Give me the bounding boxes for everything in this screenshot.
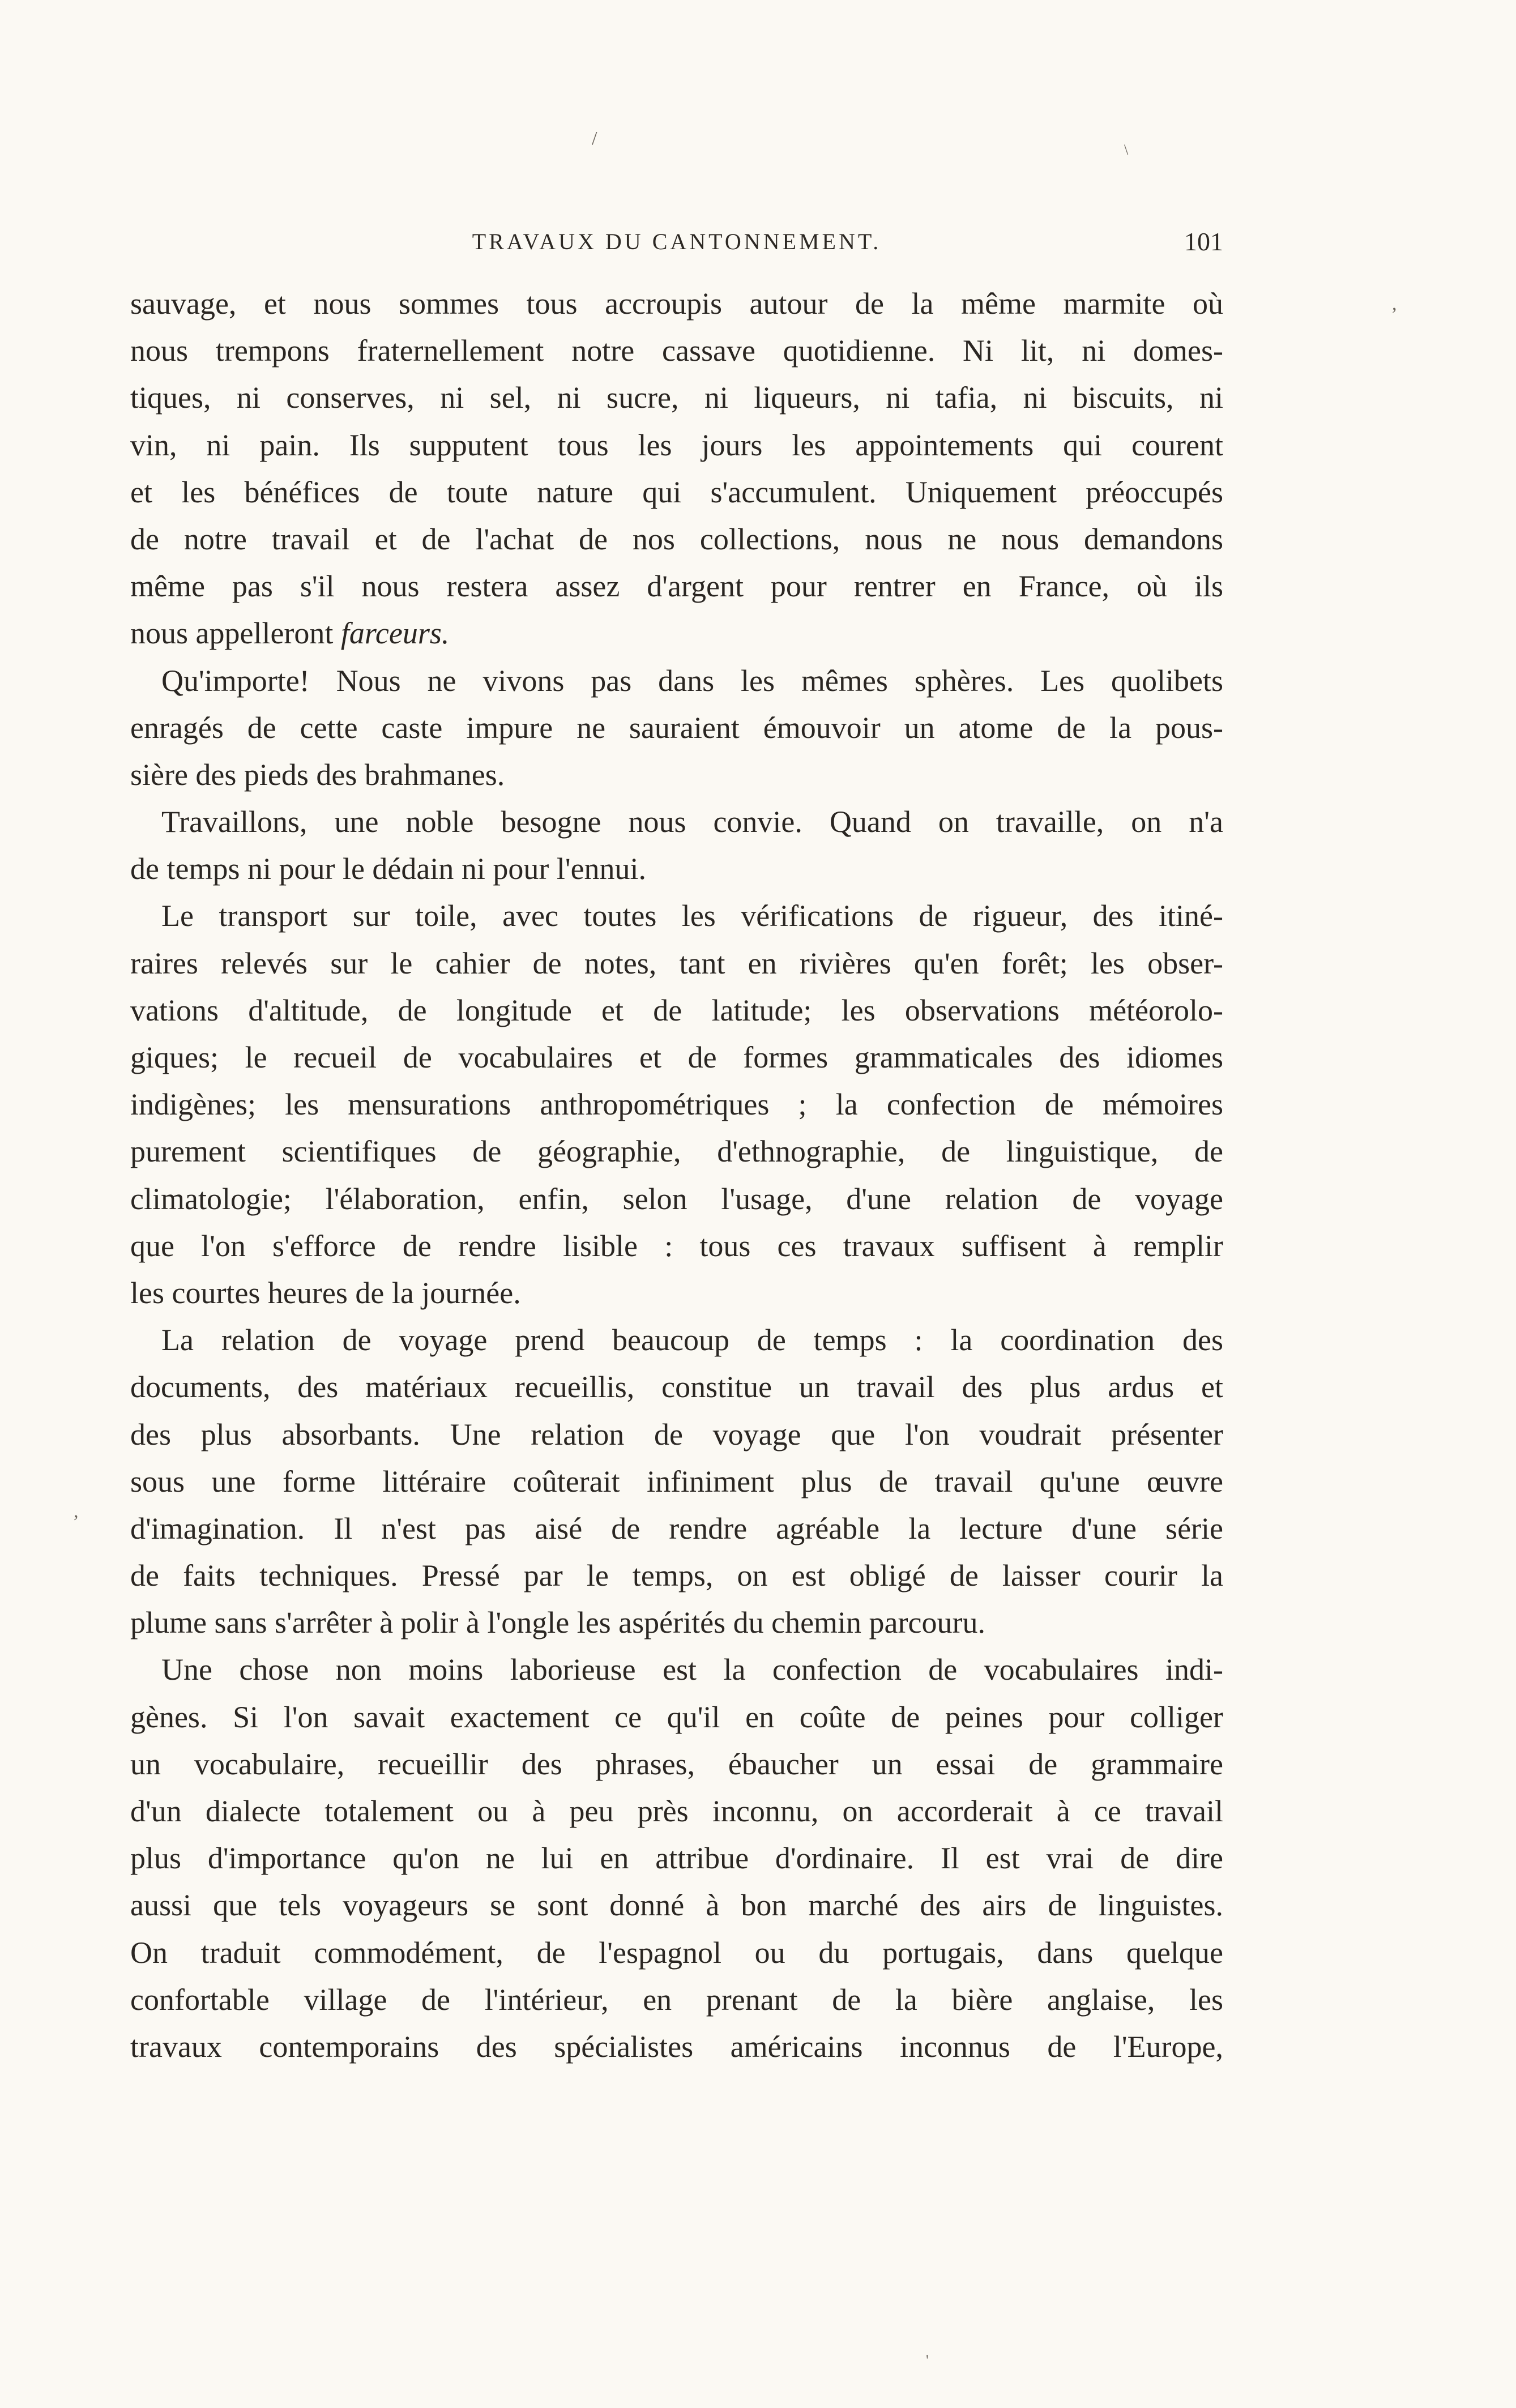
left-margin-mark: , [74, 1501, 79, 1522]
text-line: sière des pieds des brahmanes. [130, 757, 505, 792]
text-line [130, 610, 1223, 657]
text-line: de notre travail et de l'achat de nos collections, nous ne nous demandons [130, 522, 1223, 556]
text-line: d'imagination. Il n'est pas aisé de rendre agréable la lecture d'une série [130, 1511, 1223, 1545]
text-line: que l'on s'efforce de rendre lisible : tous ces travaux suffisent à remplir [130, 1228, 1223, 1263]
bottom-tick-mark: ' [926, 2352, 929, 2368]
text-line: enragés de cette caste impure ne sauraient émouvoir un atome de la pous- [130, 710, 1223, 745]
text-line: les courtes heures de la journée. [130, 1275, 521, 1310]
text-line: de faits techniques. Pressé par le temps, on est obligé de laisser courir la [130, 1559, 1223, 1593]
text-line: On traduit commodément, de l'espagnol ou du portugais, dans quelque [130, 1935, 1223, 1970]
text-line: Le transport sur toile, avec toutes les vérifications de rigueur, des itiné- [161, 899, 1223, 933]
text-line: des plus absorbants. Une relation de voyage que l'on voudrait présenter [130, 1417, 1223, 1451]
text-line: tiques, ni conserves, ni sel, ni sucre, ni liqueurs, ni tafia, ni biscuits, ni [130, 381, 1223, 415]
text-line: climatologie; l'élaboration, enfin, selon l'usage, d'une relation de voyage [130, 1181, 1223, 1216]
text-line: gènes. Si l'on savait exactement ce qu'il en coûte de peines pour colliger [130, 1700, 1223, 1734]
text-line: La relation de voyage prend beaucoup de temps : la coordination des [161, 1323, 1223, 1357]
text-line: aussi que tels voyageurs se sont donné à bon marché des airs de linguistes. [130, 1888, 1223, 1923]
text-line: giques; le recueil de vocabulaires et de formes grammaticales des idiomes [130, 1040, 1223, 1074]
text-line: même pas s'il nous restera assez d'argent pour rentrer en France, où ils [130, 569, 1223, 604]
stray-dot-mark: \ [1124, 142, 1129, 158]
text-line: raires relevés sur le cahier de notes, tant en rivières qu'en forêt; les obser- [130, 946, 1223, 980]
text-line: vin, ni pain. Ils supputent tous les jours les appointements qui courent [130, 428, 1223, 462]
text-line: Travaillons, une noble besogne nous convie. Quand on travaille, on n'a [161, 805, 1223, 839]
running-header [130, 225, 1223, 264]
text-line: et les bénéfices de toute nature qui s'accumulent. Uniquement préoccupés [130, 475, 1223, 509]
text-line: un vocabulaire, recueillir des phrases, ébaucher un essai de grammaire [130, 1747, 1223, 1781]
text-line: d'un dialecte totalement ou à peu près inconnu, on accorderait à ce travail [130, 1794, 1223, 1828]
italic-word: farceurs. [340, 616, 450, 651]
page-number: 101 [1184, 227, 1223, 256]
text-line: Qu'importe! Nous ne vivons pas dans les mêmes sphères. Les quolibets [161, 663, 1223, 698]
text-line: plume sans s'arrêter à polir à l'ongle les aspérités du chemin parcouru. [130, 1606, 985, 1640]
text-line: indigènes; les mensurations anthropométriques ; la confection de mémoires [130, 1087, 1223, 1122]
text-line-segment: nous appelleront [130, 616, 341, 651]
text-line: confortable village de l'intérieur, en prenant de la bière anglaise, les [130, 1982, 1223, 2017]
text-line: sous une forme littéraire coûterait infiniment plus de travail qu'une œuvre [130, 1464, 1223, 1498]
text-line: nous trempons fraternellement notre cassave quotidienne. Ni lit, ni domes- [130, 334, 1223, 368]
text-line: de temps ni pour le dédain ni pour l'ennui. [130, 852, 647, 886]
text-line: documents, des matériaux recueillis, constitue un travail des plus ardus et [130, 1370, 1223, 1404]
text-line: travaux contemporains des spécialistes américains inconnus de l'Europe, [130, 2029, 1223, 2064]
text-line: purement scientifiques de géographie, d'ethnographie, de linguistique, de [130, 1134, 1223, 1169]
text-line: Une chose non moins laborieuse est la confection de vocabulaires indi- [161, 1653, 1223, 1687]
text-line: sauvage, et nous sommes tous accroupis autour de la même marmite où [130, 287, 1223, 321]
margin-comma-mark: , [1392, 293, 1397, 314]
text-line: plus d'importance qu'on ne lui en attribue d'ordinaire. Il est vrai de dire [130, 1841, 1223, 1876]
body-text [130, 280, 1223, 2070]
running-title: TRAVAUX DU CANTONNEMENT. [472, 229, 882, 254]
stray-slash-mark: / [592, 128, 597, 149]
text-line: vations d'altitude, de longitude et de latitude; les observations météorolo- [130, 993, 1223, 1027]
